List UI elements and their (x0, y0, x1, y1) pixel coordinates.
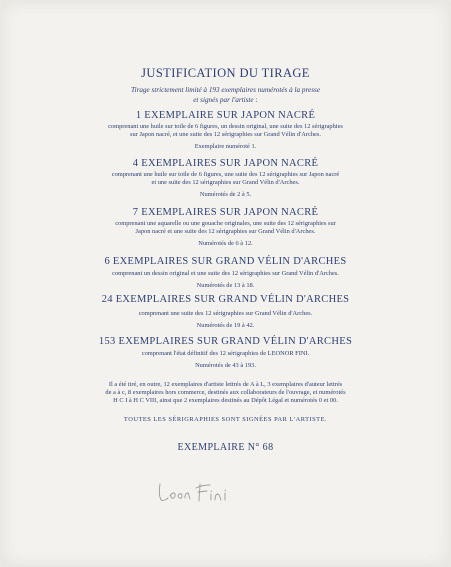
section-numbering: Numérotés de 2 à 5. (199, 191, 252, 198)
section-numbering: Numérotés de 43 à 193. (195, 362, 256, 369)
section-text: Japon nacré et une suite des 12 sérigraphies sur Grand Vélin d'Arches. (135, 228, 316, 235)
section-heading: 6 EXEMPLAIRES SUR GRAND VÉLIN D'ARCHES (104, 256, 347, 267)
section-heading: 24 EXEMPLAIRES SUR GRAND VÉLIN D'ARCHES (101, 294, 350, 305)
section-text: comprenant un dessin original et une suite des 12 sérigraphies sur Grand Vélin d'Arches. (112, 270, 339, 277)
section-text: comprenant une aquarelle ou une gouache originales, une suite des 12 sérigraphies sur (115, 220, 336, 227)
additional-text: H C I à H C VIII, ainsi que 2 exemplaires destinés au Dépôt Légal et numérotés 0 et 00. (113, 397, 338, 404)
section-numbering: Numérotés de 19 à 42. (196, 322, 255, 329)
section-heading: 153 EXEMPLAIRES SUR GRAND VÉLIN D'ARCHES (98, 336, 353, 347)
section-numbering: Numérotés de 6 à 12. (198, 240, 253, 247)
section-numbering: Numérotés de 13 à 18. (196, 282, 255, 289)
section-text: comprenant une huile sur toile de 6 figures, un dessin original, une suite des 12 sérigraphies (108, 123, 343, 130)
section-text: comprenant une huile sur toile de 6 figures, une suite des 12 sérigraphies sur Japon nacré (111, 171, 340, 178)
section-text: sur Japon nacré, et une suite des 12 sérigraphies sur Grand Vélin d'Arches. (130, 131, 321, 138)
intro-line-1: Tirage strictement limité à 193 exemplaires numérotés à la presse (130, 86, 321, 94)
section-numbering: Exemplaire numéroté 1. (194, 143, 257, 150)
section-heading: 7 EXEMPLAIRES SUR JAPON NACRÉ (132, 207, 319, 218)
section-heading: 4 EXEMPLAIRES SUR JAPON NACRÉ (132, 158, 319, 169)
signed-note: TOUTES LES SÉRIGRAPHIES SONT SIGNÉES PAR L'ARTISTE. (123, 416, 328, 423)
additional-text: de a à c, 8 exemplaires hors commerce, destinés aux collaborateurs de l'ouvrage, et numérotés (105, 389, 346, 396)
page-title: JUSTIFICATION DU TIRAGE (141, 66, 310, 80)
section-text: comprenant une suite des 12 sérigraphies sur Grand Vélin d'Arches. (138, 310, 313, 317)
additional-text: Il a été tiré, en outre, 12 exemplaires d'artiste lettrés de A à L, 3 exemplaires d'auteur lettrés (108, 381, 343, 388)
section-heading: 1 EXEMPLAIRE SUR JAPON NACRÉ (135, 110, 316, 121)
exemplaire-number: EXEMPLAIRE N° 68 (177, 442, 274, 453)
artist-signature (156, 478, 236, 506)
intro-line-2: et signés par l'artiste : (193, 96, 258, 104)
section-text: comprenant l'état définitif des 12 sérigraphies de LEONOR FINI. (141, 350, 310, 357)
section-text: et une suite des 12 sérigraphies sur Grand Vélin d'Arches. (151, 179, 300, 186)
